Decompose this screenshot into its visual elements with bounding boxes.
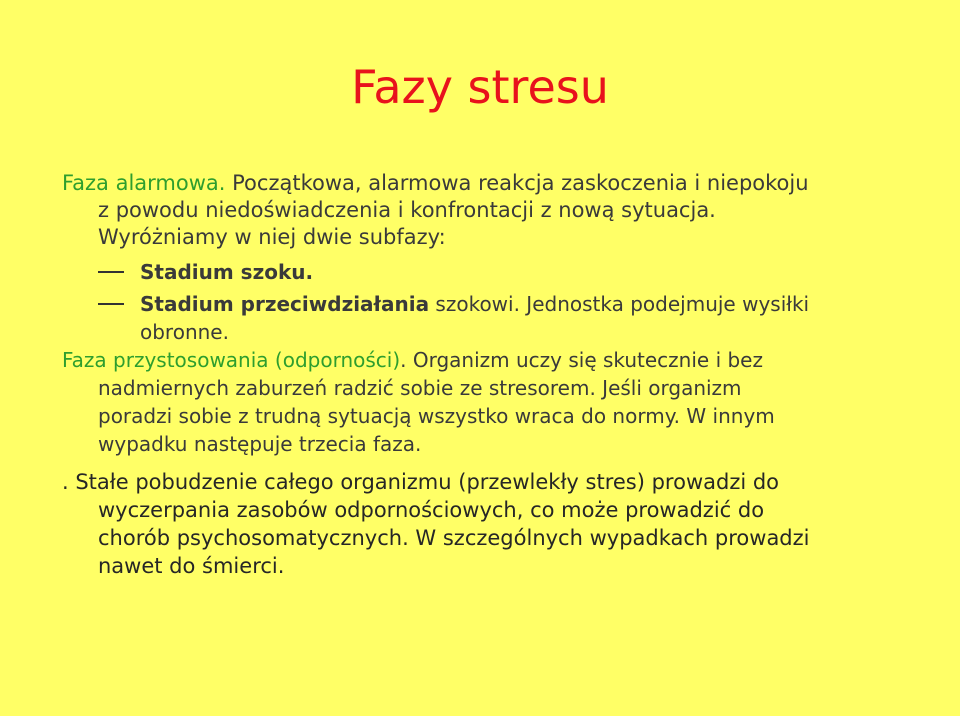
phase-alarm-text-line1: Początkowa, alarmowa reakcja zaskoczenia i niepokoju (225, 171, 809, 195)
phase-adaptation-paragraph (62, 346, 922, 458)
phase-adaptation-line3: poradzi sobie z trudną sytuacją wszystko wraca do normy. W innym (98, 404, 775, 428)
subphase-countershock-label: Stadium przeciwdziałania (140, 292, 430, 316)
subphase-shock-label: Stadium szoku. (140, 260, 314, 284)
phase-adaptation-term: Faza przystosowania (odporności) (62, 348, 401, 372)
phase-alarm-paragraph (62, 170, 922, 251)
subphase-countershock-continuation (98, 318, 928, 346)
phase-alarm-text-line3: Wyróżniamy w niej dwie subfazy: (98, 225, 446, 249)
subphase-countershock-text-line2: obronne. (140, 320, 229, 344)
subphase-countershock-text: szokowi. Jednostka podejmuje wysiłki (429, 292, 810, 316)
phase-adaptation-line1: . Organizm uczy się skutecznie i bez (400, 348, 763, 372)
phase-exhaustion-line2: wyczerpania zasobów odpornościowych, co może prowadzić do (98, 498, 765, 522)
phase-adaptation-line4: wypadku następuje trzecia faza. (98, 432, 422, 456)
phase-exhaustion-line1: . Stałe pobudzenie całego organizmu (przewlekły stres) prowadzi do (62, 470, 780, 494)
subphase-item-shock (98, 258, 928, 286)
phase-exhaustion-paragraph (62, 468, 922, 580)
dash-bullet-icon (98, 271, 124, 273)
slide-title: Fazy stresu (351, 60, 609, 114)
phase-exhaustion-line4: nawet do śmierci. (98, 554, 285, 578)
dash-bullet-icon (98, 303, 124, 305)
phase-adaptation-line2: nadmiernych zaburzeń radzić sobie ze stresorem. Jeśli organizm (98, 376, 742, 400)
phase-alarm-text-line2: z powodu niedoświadczenia i konfrontacji z nową sytuacja. (98, 198, 716, 222)
phase-exhaustion-line3: chorób psychosomatycznych. W szczególnych wypadkach prowadzi (98, 526, 810, 550)
subphase-item-countershock (98, 290, 928, 318)
phase-alarm-term: Faza alarmowa. (62, 171, 226, 195)
